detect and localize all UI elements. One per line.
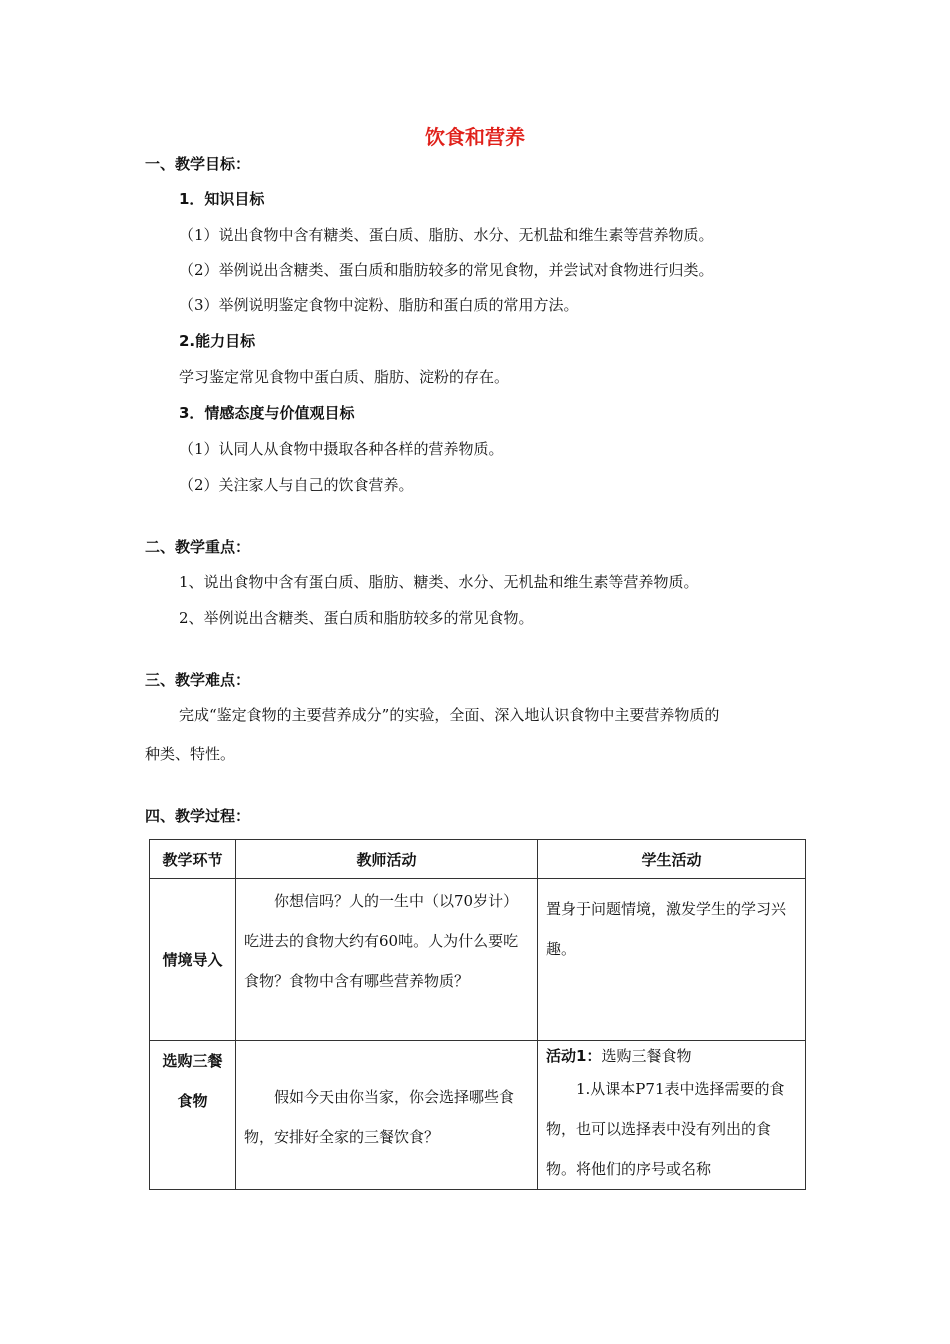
activity-label: 活动1： (546, 1047, 602, 1065)
teacher-cell (236, 879, 538, 1041)
page-title: 饮食和营养 (425, 125, 525, 149)
student-text: 1.从课本P71表中选择需要的食物，也可以选择表中没有列出的食物。将他们的序号或名称 (546, 1080, 785, 1178)
knowledge-item-3: （3）举例说明鉴定食物中淀粉、脂肪和蛋白质的常用方法。 (179, 296, 579, 314)
subheading-knowledge: 1．知识目标 (179, 190, 265, 208)
emotion-item-1: （1）认同人从食物中摄取各种各样的营养物质。 (179, 440, 504, 458)
section-heading-process: 四、教学过程： (145, 807, 251, 825)
emotion-item-2: （2）关注家人与自己的饮食营养。 (179, 476, 414, 494)
ability-text: 学习鉴定常见食物中蛋白质、脂肪、淀粉的存在。 (179, 368, 510, 386)
difficulty-line-1: 完成“鉴定食物的主要营养成分”的实验，全面、深入地认识食物中主要营养物质的 (179, 706, 720, 724)
stage-cell: 情境导入 (150, 879, 236, 1041)
subheading-ability: 2.能力目标 (179, 332, 256, 350)
subheading-emotion: 3．情感态度与价值观目标 (179, 404, 355, 422)
table-row (150, 1041, 806, 1190)
student-text: 置身于问题情境，激发学生的学习兴趣。 (546, 900, 787, 958)
stage-cell (150, 1041, 236, 1190)
student-cell (538, 1041, 806, 1190)
knowledge-item-2: （2）举例说出含糖类、蛋白质和脂肪较多的常见食物，并尝试对食物进行归类。 (179, 261, 714, 279)
key-point-2: 2、举例说出含糖类、蛋白质和脂肪较多的常见食物。 (179, 609, 534, 627)
teacher-cell (236, 1041, 538, 1190)
student-cell (538, 879, 806, 1041)
section-heading-key-points: 二、教学重点： (145, 538, 251, 556)
student-activity-heading (538, 1041, 805, 1069)
header-teacher: 教师活动 (236, 840, 538, 879)
teacher-text: 你想信吗？人的一生中（以70岁计）吃进去的食物大约有60吨。人为什么要吃食物？食物中含有哪些营养物质？ (244, 892, 519, 990)
header-stage: 教学环节 (150, 840, 236, 879)
teacher-text: 假如今天由你当家，你会选择哪些食物，安排好全家的三餐饮食？ (244, 1088, 515, 1146)
table-row (150, 879, 806, 1041)
section-heading-objectives: 一、教学目标： (145, 155, 251, 173)
section-heading-difficulties: 三、教学难点： (145, 671, 251, 689)
knowledge-item-1: （1）说出食物中含有糖类、蛋白质、脂肪、水分、无机盐和维生素等营养物质。 (179, 226, 714, 244)
difficulty-line-2: 种类、特性。 (145, 745, 236, 763)
stage-text: 选购三餐食物 (162, 1052, 223, 1110)
activity-title: 选购三餐食物 (601, 1047, 692, 1065)
header-student: 学生活动 (538, 840, 806, 879)
key-point-1: 1、说出食物中含有蛋白质、脂肪、糖类、水分、无机盐和维生素等营养物质。 (179, 573, 699, 591)
table-header-row (150, 840, 806, 879)
process-table (149, 839, 806, 1190)
